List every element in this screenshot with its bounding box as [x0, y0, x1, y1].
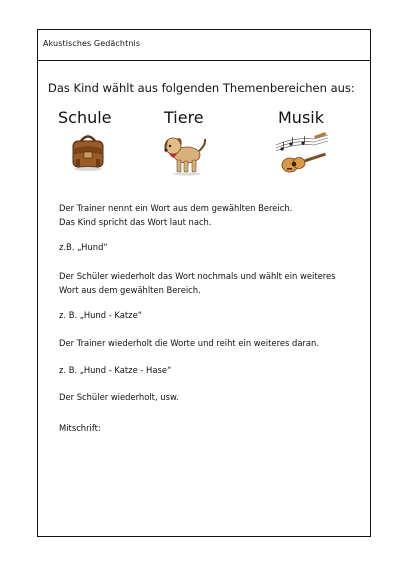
worksheet-header — [38, 30, 370, 61]
text-line: z.B. „Hund“ — [59, 242, 108, 252]
instruction-paragraph — [59, 202, 349, 229]
text-line: z. B. „Hund - Katze - Hase“ — [59, 365, 172, 375]
text-line: z. B. „Hund - Katze“ — [59, 310, 143, 320]
notes-label — [59, 422, 349, 436]
guitar-notes-icon — [274, 131, 330, 177]
dog-icon — [160, 131, 210, 177]
worksheet-title: Akustisches Gedächtnis — [43, 39, 141, 48]
text-line: Der Schüler wiederholt, usw. — [59, 392, 179, 402]
intro-text: Das Kind wählt aus folgenden Themenbereichen aus: — [48, 81, 355, 95]
instruction-paragraph — [59, 337, 349, 351]
example-line — [59, 241, 349, 255]
topic-schule: Schule — [58, 108, 112, 127]
text-line: Wort aus dem gewählten Bereich. — [59, 284, 201, 295]
text-line: Das Kind spricht das Wort laut nach. — [59, 216, 212, 227]
text-line: Mitschrift: — [59, 423, 101, 433]
topic-tiere: Tiere — [164, 108, 204, 127]
text-line: Der Trainer nennt ein Wort aus dem gewählten Bereich. — [59, 203, 293, 213]
text-line: Der Trainer wiederholt die Worte und reiht ein weiteres daran. — [59, 338, 320, 348]
text-line: Der Schüler wiederholt das Wort nochmals und wählt ein weiteres — [59, 271, 336, 281]
instruction-paragraph — [59, 270, 349, 297]
example-line — [59, 364, 349, 378]
instruction-paragraph — [59, 391, 349, 405]
worksheet — [37, 29, 371, 537]
topic-musik: Musik — [278, 108, 324, 127]
school-bag-icon — [68, 131, 108, 173]
example-line — [59, 309, 349, 323]
